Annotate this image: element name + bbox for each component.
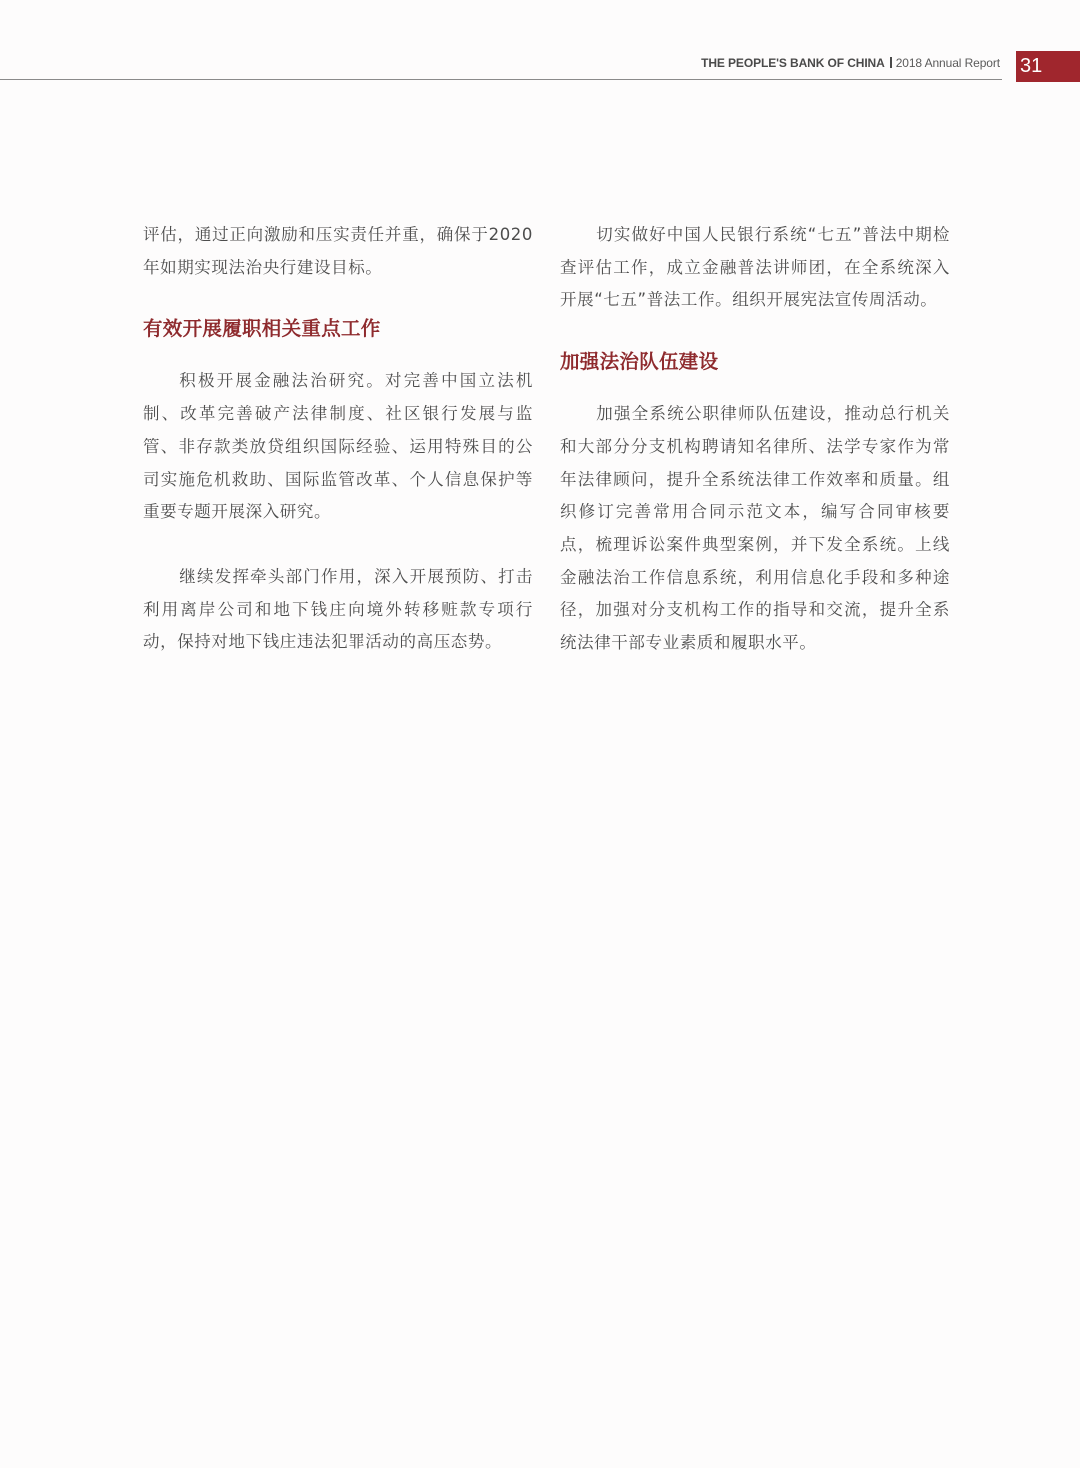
right-column [560,219,950,660]
section-heading-team: 加强法治队伍建设 [560,350,719,374]
paragraph-legal-team: 加强全系统公职律师队伍建设，推动总行机关和大部分分支机构聘请知名律所、法学专家作为常年法律顾问，提升全系统法律工作效率和质量。组织修订完善常用合同示范文本，编写合同审核要点，梳理诉讼案件典型案例，并下发全系统。上线金融法治工作信息系统，利用信息化手段和多种途径，加强对分支机构工作的指导和交流，提升全系统法律干部专业素质和履职水平。 [560,404,950,653]
header-rule [0,79,1002,80]
paragraph-research: 积极开展金融法治研究。对完善中国立法机制、改革完善破产法律制度、社区银行发展与监管、非存款类放贷组织国际经验、运用特殊目的公司实施危机救助、国际监管改革、个人信息保护等重要专题开展深入研究。 [143,371,533,522]
header-org: THE PEOPLE'S BANK OF CHINA [701,56,885,70]
continued-paragraph: 评估，通过正向激励和压实责任并重，确保于2020年如期实现法治央行建设目标。 [143,225,533,277]
header-report: 2018 Annual Report [895,56,1000,70]
left-column [143,219,533,659]
paragraph-lead-department: 继续发挥牵头部门作用，深入开展预防、打击利用离岸公司和地下钱庄向境外转移赃款专项行动，保持对地下钱庄违法犯罪活动的高压态势。 [143,566,533,652]
page-number: 31 [1016,51,1080,82]
header-separator [890,57,892,68]
page-header [0,0,1080,82]
paragraph-law-popularization: 切实做好中国人民银行系统“七五”普法中期检查评估工作，成立金融普法讲师团，在全系统深入开展“七五”普法工作。组织开展宪法宣传周活动。 [560,225,950,310]
section-heading-duties: 有效开展履职相关重点工作 [143,317,381,341]
running-header [701,56,1000,70]
